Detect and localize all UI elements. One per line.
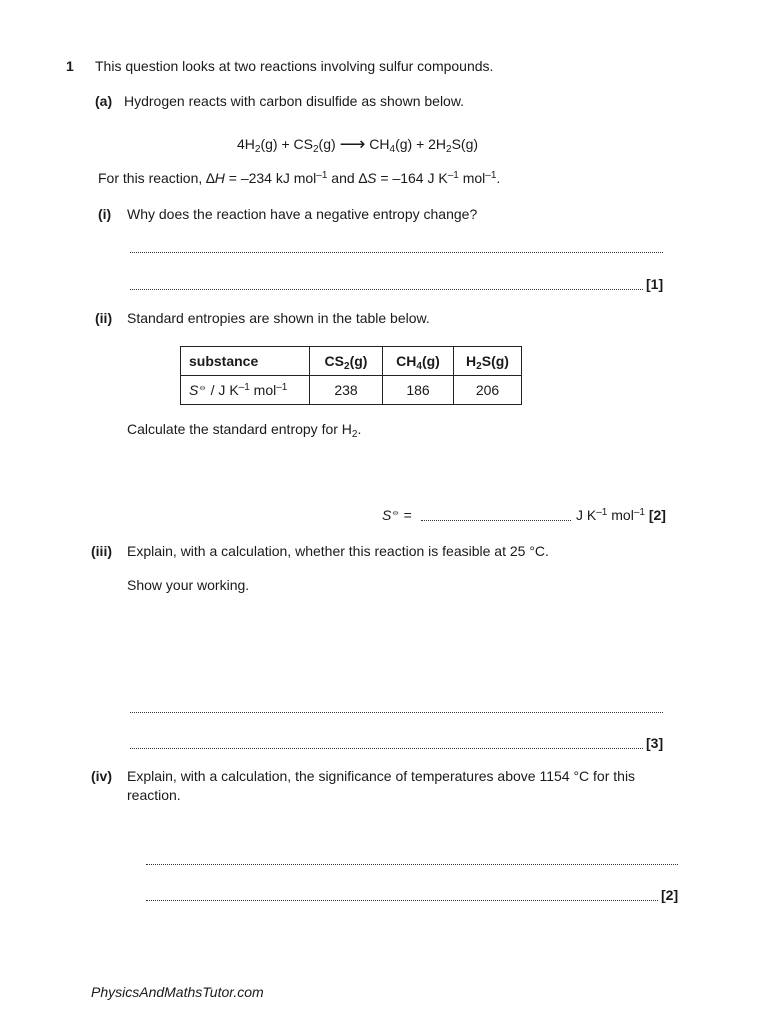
reaction-equation: $4H_2(g) + CS_2(g)$ ⟶ $CH_4(g) + 2H_2S(g)$ <box>237 134 479 155</box>
reaction-arrow-icon: ⟶ <box>339 134 366 154</box>
part-iii-label: (iii) <box>91 543 112 559</box>
answer-line-ii[interactable] <box>421 520 571 521</box>
part-iv-line1: Explain, with a calculation, the significance of temperatures above 1154 °C for this <box>127 768 636 784</box>
reaction-conditions: For this reaction, ∆H = –234 kJ mol$^{-1}$ and ∆S = –164 J $K^{-1}$ mol$^{-1}$. <box>98 170 501 186</box>
part-iii-text: Explain, with a calculation, whether this reaction is feasible at 25 °C. <box>127 543 549 559</box>
answer-line-iv-2[interactable] <box>146 900 658 901</box>
part-a-text: Hydrogen reacts with carbon disulfide as shown below. <box>124 93 465 109</box>
standard-state-icon: ⦵ <box>198 382 207 393</box>
part-ii-label: (ii) <box>95 310 113 326</box>
part-a-label: (a) <box>95 93 113 109</box>
part-i-label: (i) <box>98 206 112 222</box>
table-header-ch4: $CH_4(g)$ <box>383 347 454 376</box>
part-ii-marks: [2] <box>648 507 666 523</box>
part-ii-calc-text: Calculate the standard entropy for $H_2$. <box>127 421 362 440</box>
table-header-cs2: $CS_2(g)$ <box>310 347 383 376</box>
part-iv-label: (iv) <box>91 768 112 784</box>
part-i-marks: [1] <box>646 276 664 292</box>
table-header-substance: substance <box>181 347 310 376</box>
entropy-table <box>180 346 522 405</box>
question-number: 1 <box>66 58 74 74</box>
part-iii-working: Show your working. <box>127 577 250 593</box>
answer-line-i-1[interactable] <box>130 252 663 253</box>
answer-line-iii-2[interactable] <box>130 748 643 749</box>
table-row <box>181 376 522 405</box>
part-ii-answer-label: S⦵ = <box>382 507 412 523</box>
standard-state-icon: ⦵ <box>391 507 400 518</box>
part-iii-marks: [3] <box>646 735 664 751</box>
table-row-label: S⦵ / J $K^{-1}$ mol$^{-1}$ <box>181 376 310 405</box>
footer-source: PhysicsAndMathsTutor.com <box>91 984 264 1000</box>
table-cell-ch4: 186 <box>383 376 454 405</box>
answer-line-i-2[interactable] <box>130 289 643 290</box>
part-ii-answer-units: J $K^{-1}$ mol$^{-1}$ [2] <box>576 507 666 523</box>
answer-line-iii-1[interactable] <box>130 712 663 713</box>
table-header-row <box>181 347 522 376</box>
part-ii-text: Standard entropies are shown in the table below. <box>127 310 430 326</box>
part-iv-marks: [2] <box>661 887 679 903</box>
answer-line-iv-1[interactable] <box>146 864 678 865</box>
part-i-text: Why does the reaction have a negative entropy change? <box>127 206 478 222</box>
question-intro: This question looks at two reactions involving sulfur compounds. <box>95 58 494 74</box>
table-header-h2s: $H_2S(g)$ <box>454 347 522 376</box>
part-iv-line2: reaction. <box>127 787 181 803</box>
table-cell-cs2: 238 <box>310 376 383 405</box>
table-cell-h2s: 206 <box>454 376 522 405</box>
